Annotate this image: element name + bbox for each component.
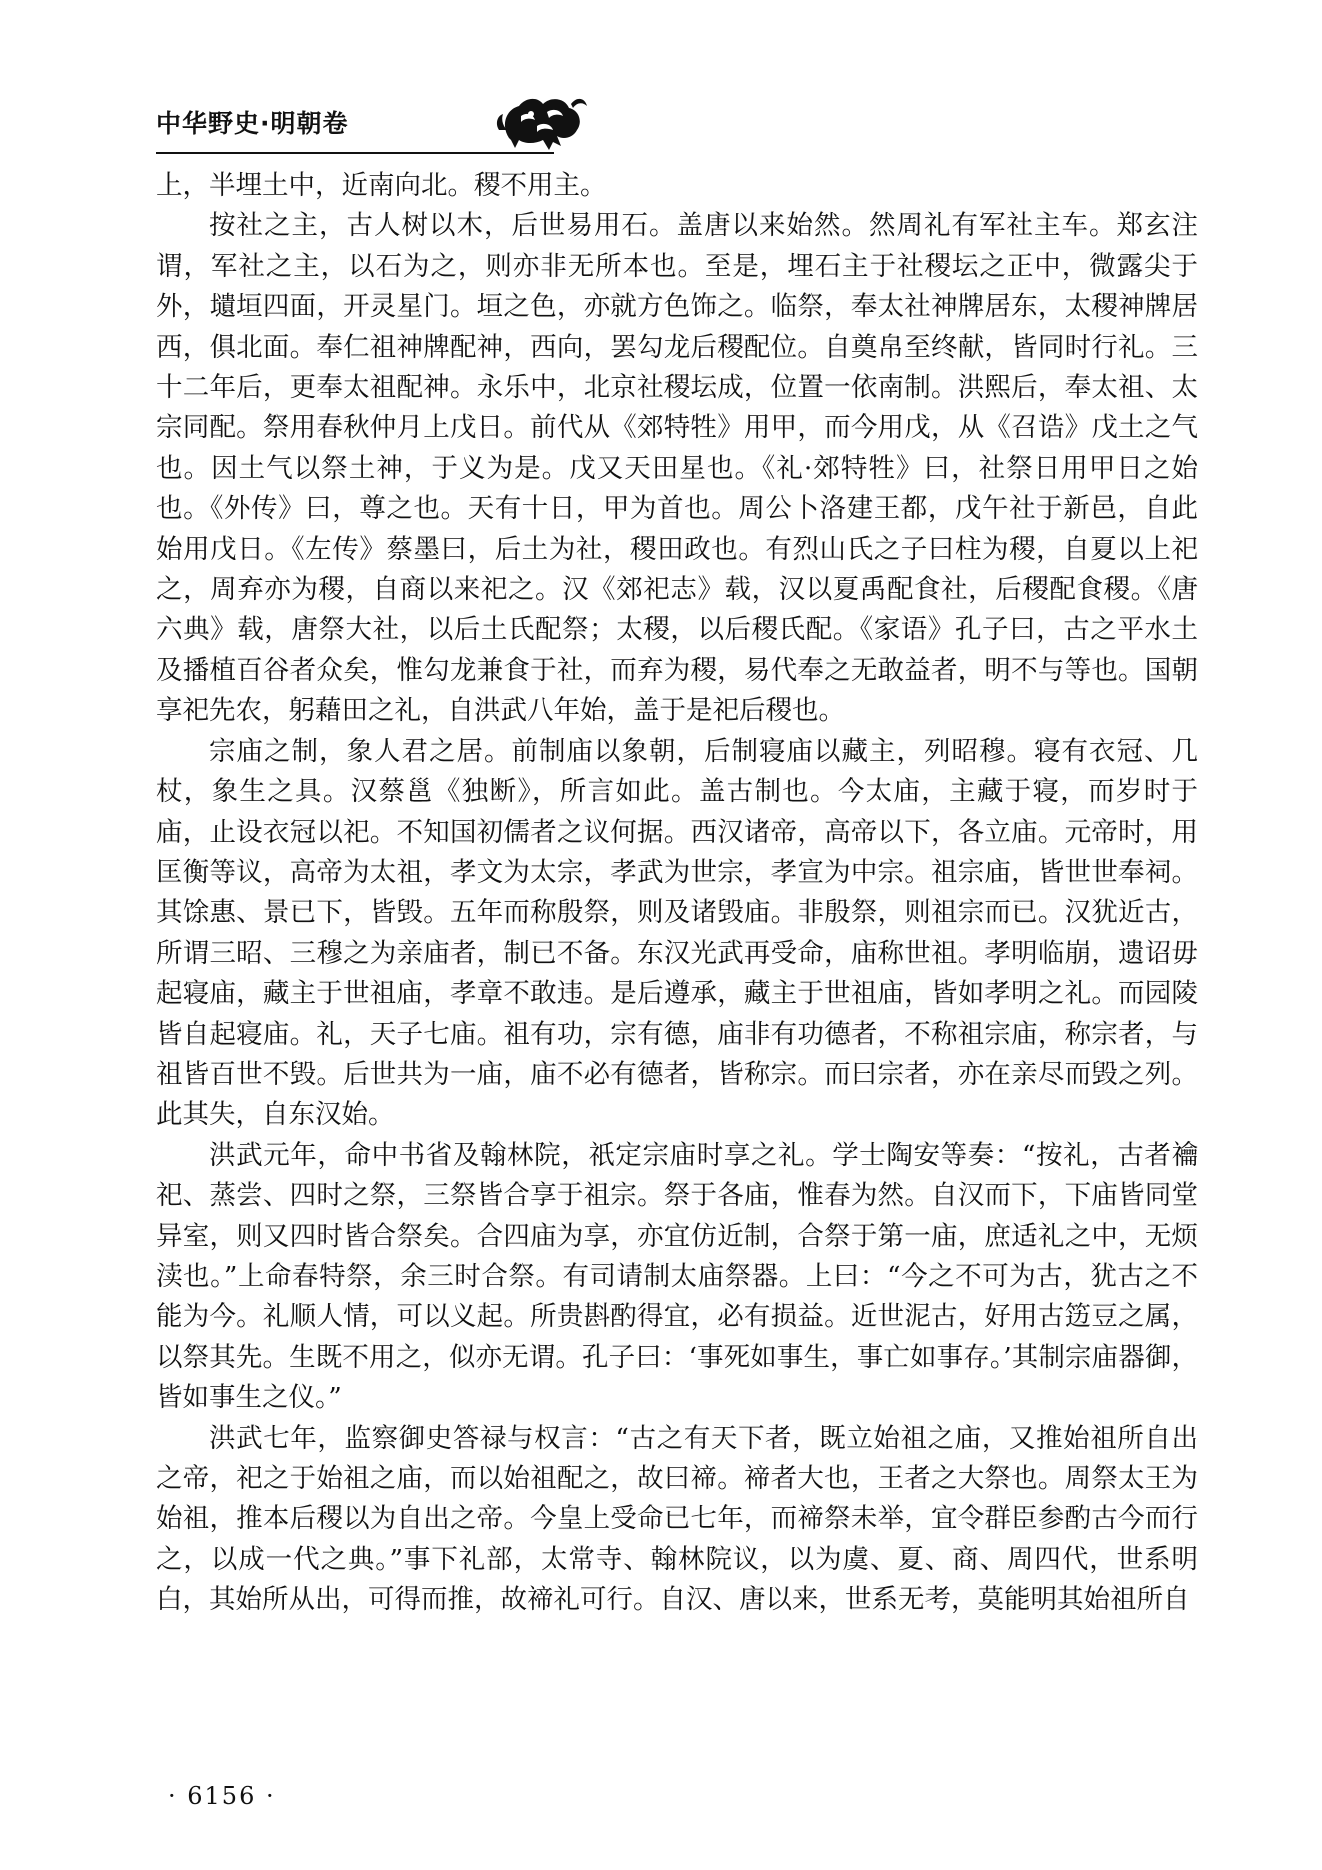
paragraph: 洪武七年，监察御史答禄与权言：“古之有天下者，既立始祖之庙，又推始祖所自出之帝，祀之于始祖之庙，而以始祖配之，故曰禘。禘者大也，王者之大祭也。周祭太王为始祖，推本后稷以为自出之帝。今皇上受命已七年，而禘祭未举，宜令群臣参酌古今而行之，以成一代之典。”事下礼部，太常寺、翰林院议，以为虞、夏、商、周四代，世系明白，其始所从出，可得而推，故禘礼可行。自汉、唐以来，世系无考，莫能明其始祖所自	[156, 1422, 1198, 1616]
body-text	[156, 166, 1198, 1621]
paragraph-continued: 上，半埋土中，近南向北。稷不用主。	[156, 170, 607, 201]
header-rule	[156, 152, 554, 154]
paragraph: 洪武元年，命中书省及翰林院，祇定宗庙时享之礼。学士陶安等奏：“按礼，古者禴祀、蒸尝、四时之祭，三祭皆合享于祖宗。祭于各庙，惟春为然。自汉而下，下庙皆同堂异室，则又四时皆合祭矣。合四庙为享，亦宜仿近制，合祭于第一庙，庶适礼之中，无烦渎也。”上命春特祭，余三时合祭。有司请制太庙祭器。上曰：“今之不可为古，犹古之不能为今。礼顺人情，可以义起。所贵斟酌得宜，必有损益。近世泥古，好用古笾豆之属，以祭其先。生既不用之，似亦无谓。孔子曰：‘事死如事生，事亡如事存。’其制宗庙器御，皆如事生之仪。”	[156, 1139, 1198, 1414]
page-number: · 6156 ·	[168, 1782, 276, 1810]
paragraph: 宗庙之制，象人君之居。前制庙以象朝，后制寝庙以藏主，列昭穆。寝有衣冠、几杖，象生之具。汉蔡邕《独断》，所言如此。盖古制也。今太庙，主藏于寝，而岁时于庙，止设衣冠以祀。不知国初儒者之议何据。西汉诸帝，高帝以下，各立庙。元帝时，用匡衡等议，高帝为太祖，孝文为太宗，孝武为世宗，孝宣为中宗。祖宗庙，皆世世奉祠。其馀惠、景已下，皆毁。五年而称殷祭，则及诸毁庙。非殷祭，则祖宗而已。汉犹近古，所谓三昭、三穆之为亲庙者，制已不备。东汉光武再受命，庙称世祖。孝明临崩，遗诏毋起寝庙，藏主于世祖庙，孝章不敢违。是后遵承，藏主于世祖庙，皆如孝明之礼。而园陵皆自起寝庙。礼，天子七庙。祖有功，宗有德，庙非有功德者，不称祖宗庙，称宗者，与祖皆百世不毁。后世共为一庙，庙不必有德者，皆称宗。而曰宗者，亦在亲尽而毁之列。此其失，自东汉始。	[156, 735, 1198, 1131]
dragon-emblem-icon	[491, 86, 591, 156]
book-title: 中华野史·明朝卷	[156, 109, 349, 138]
paragraph: 按社之主，古人树以木，后世易用石。盖唐以来始然。然周礼有军社主车。郑玄注谓，军社之主，以石为之，则亦非无所本也。至是，埋石主于社稷坛之正中，微露尖于外，壝垣四面，开灵星门。垣之色，亦就方色饰之。临祭，奉太社神牌居东，太稷神牌居西，俱北面。奉仁祖神牌配神，西向，罢勾龙后稷配位。自奠帛至终献，皆同时行礼。三十二年后，更奉太祖配神。永乐中，北京社稷坛成，位置一依南制。洪熙后，奉太祖、太宗同配。祭用春秋仲月上戊日。前代从《郊特牲》用甲，而今用戊，从《召诰》戊土之气也。因土气以祭土神，于义为是。戊又天田星也。《礼·郊特牲》曰，社祭日用甲日之始也。《外传》曰，尊之也。天有十日，甲为首也。周公卜洛建王都，戊午社于新邑，自此始用戊日。《左传》蔡墨曰，后土为社，稷田政也。有烈山氏之子曰柱为稷，自夏以上祀之，周弃亦为稷，自商以来祀之。汉《郊祀志》载，汉以夏禹配食社，后稷配食稷。《唐六典》载，唐祭大社，以后土氏配祭；太稷，以后稷氏配。《家语》孔子曰，古之平水土及播植百谷者众矣，惟勾龙兼食于社，而弃为稷，易代奉之无敢益者，明不与等也。国朝享祀先农，躬藉田之礼，自洪武八年始，盖于是祀后稷也。	[156, 210, 1198, 727]
